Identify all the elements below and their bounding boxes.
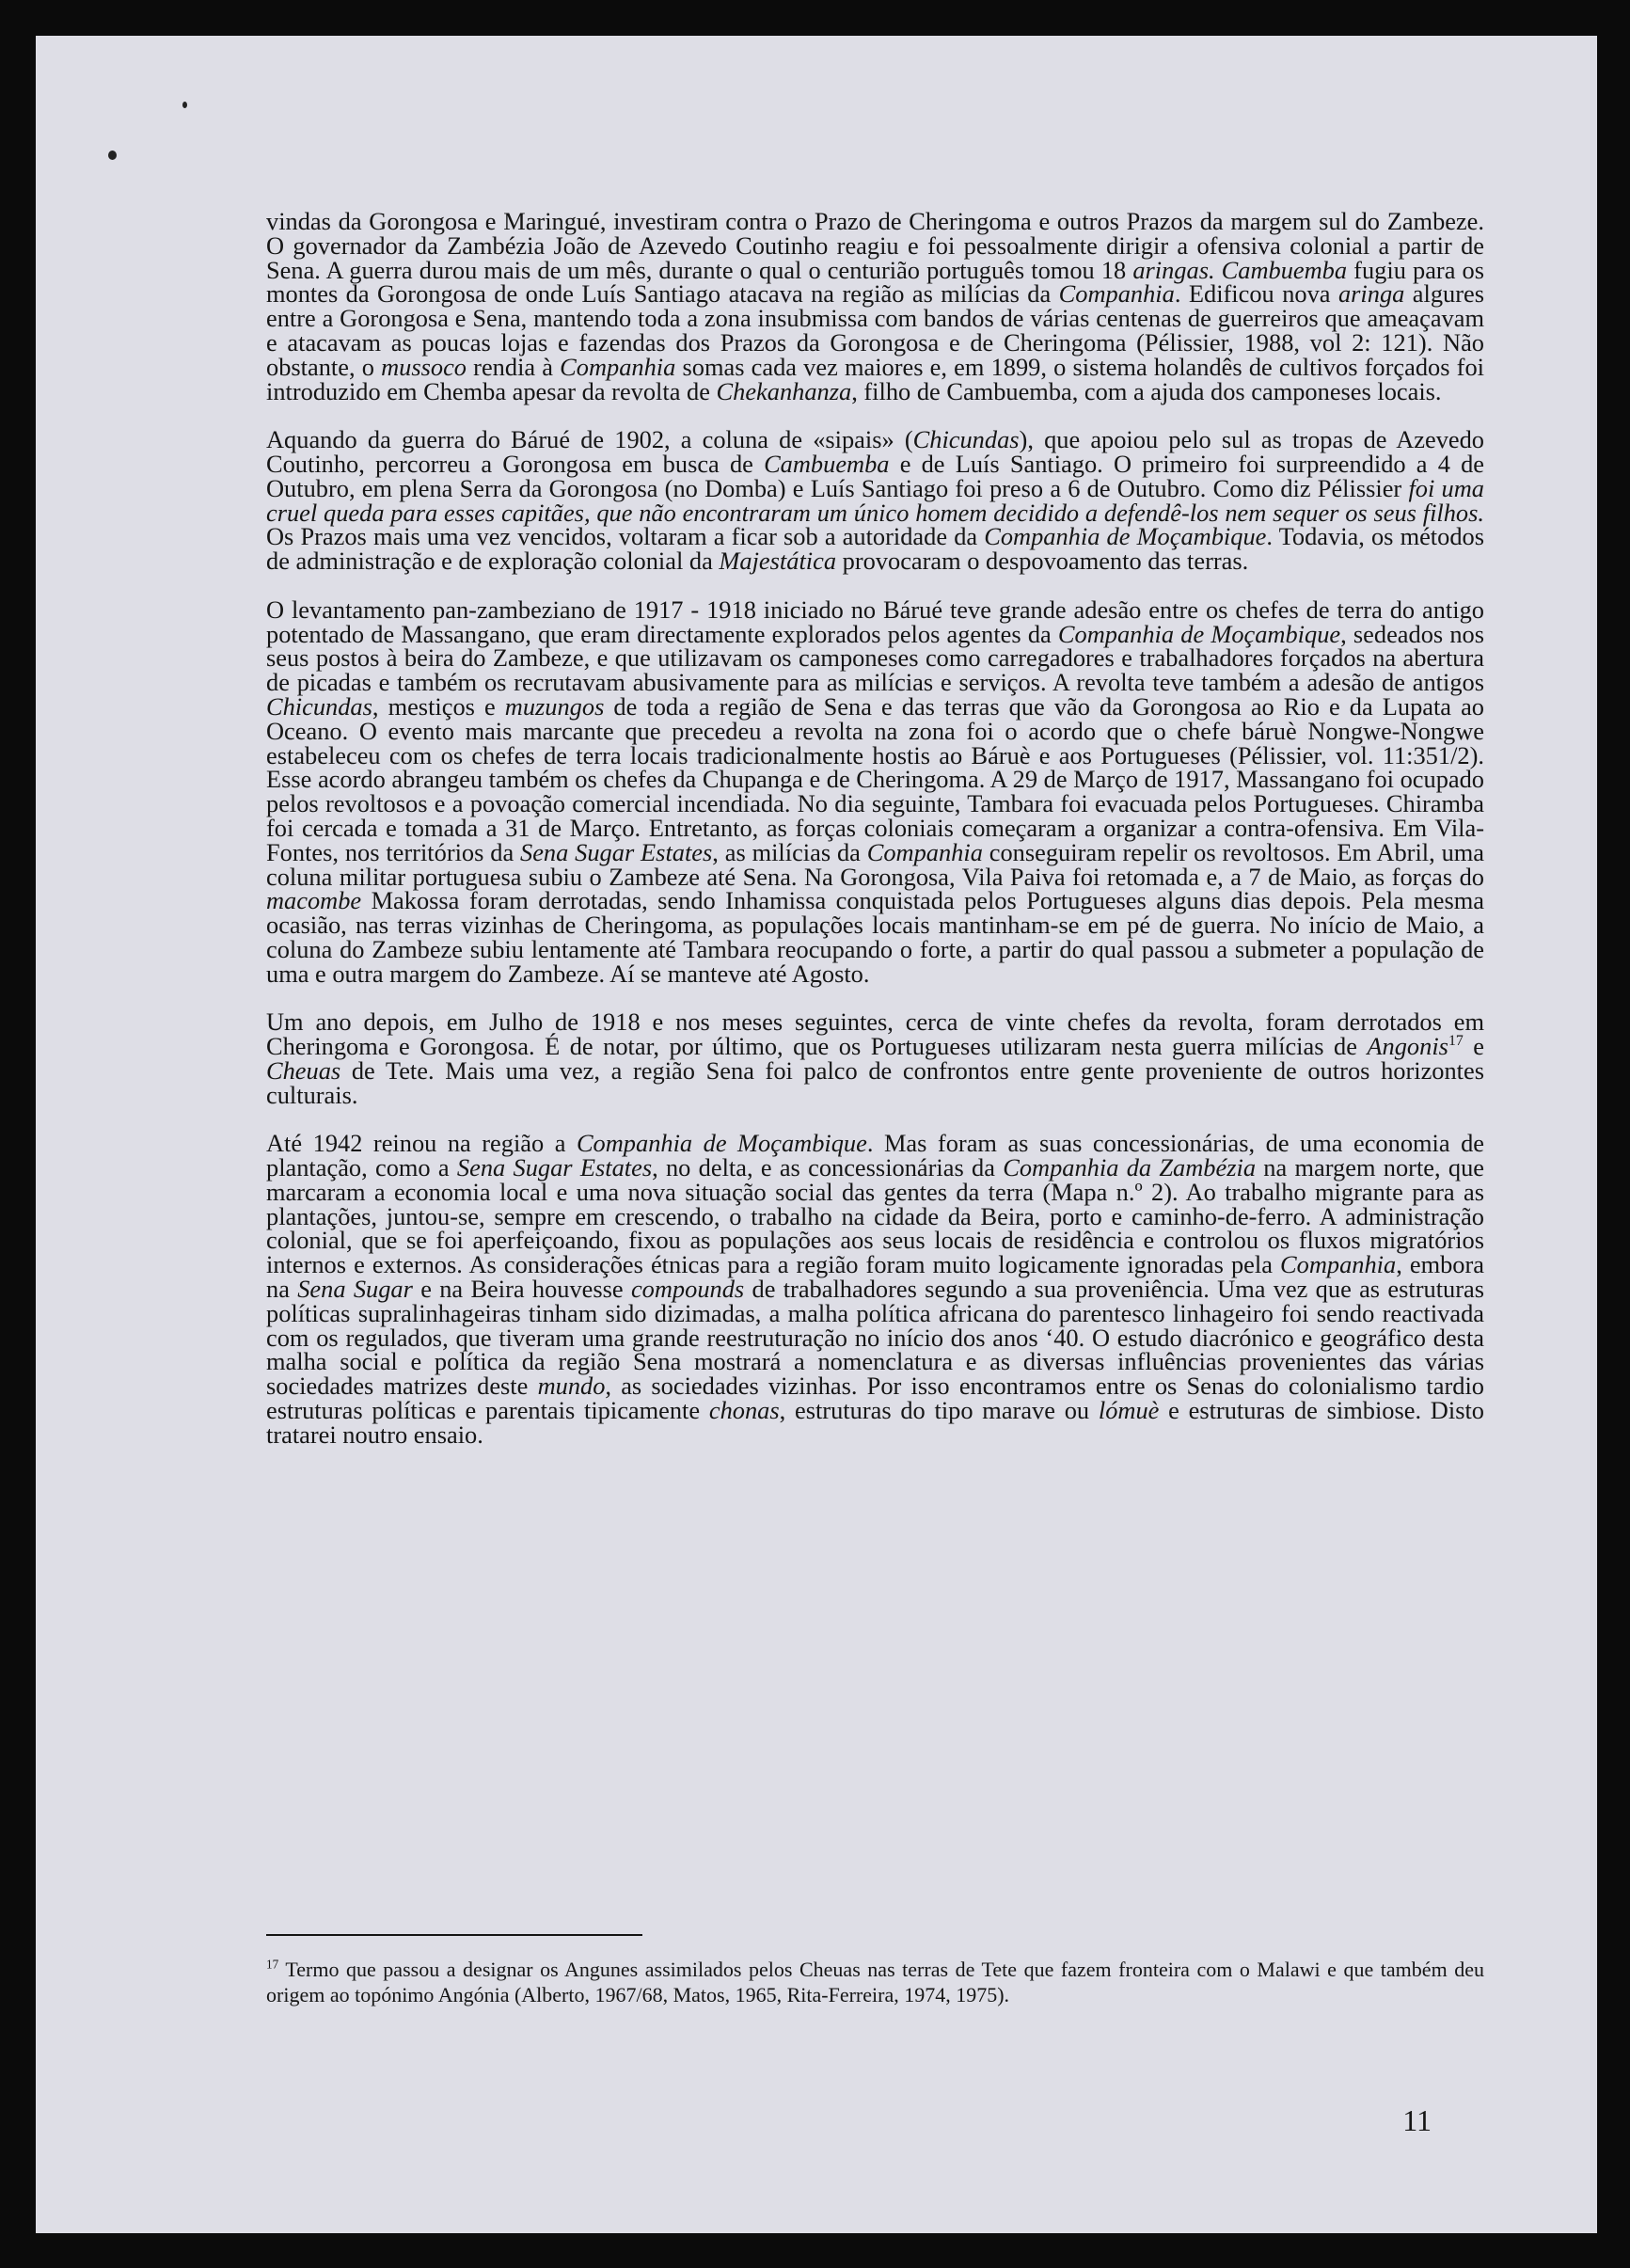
- italic-text-run: Companhia de Moçambique: [1057, 619, 1341, 648]
- italic-text-run: Cambuemba: [764, 449, 890, 478]
- text-run: Makossa foram derrotadas, sendo Inhamissa conquistada pelos Portugueses alguns dias depois. Pela mesma ocasião, nas terras vizinhas de Cheringoma, as populações locais mantinham-se em pé de guerra. No início de Maio, a coluna do Zambeze subiu lentamente até Tambara reocupando o forte, a partir do qual passou a submeter a população de uma e outra margem do Zambeze. Aí se manteve até Agosto.: [266, 886, 1484, 988]
- italic-text-run: aringas. Cambuemba: [1132, 255, 1348, 284]
- footnote-marker: 17: [266, 1957, 279, 1972]
- italic-text-run: Companhia: [866, 837, 983, 866]
- italic-text-run: mundo,: [537, 1372, 611, 1401]
- text-run: , mestiços e: [372, 691, 505, 721]
- italic-text-run: Sena Sugar Estates: [520, 837, 713, 866]
- text-run: Um ano depois, em Julho de 1918 e nos meses seguintes, cerca de vinte chefes da revolta, foram derrotados em Cheringoma e Gorongosa. É de notar, por último, que os Portugueses utilizaram nesta guerra milícias de: [266, 1007, 1484, 1061]
- italic-text-run: muzungos: [504, 691, 605, 721]
- text-run: algures entre a Gorongosa e Sena, mantendo toda a zona insubmissa com bandos de várias centenas de guerreiros que ameaçavam e atacavam as poucas lojas e fazendas dos Prazos da Gorongosa e de Cheringoma (Pélissier, 1988, vol 2: 121). Não obstante, o: [266, 279, 1485, 381]
- text-run: ), que apoiou pelo sul as tropas de Azevedo Coutinho, percorreu a Gorongosa em busca de: [266, 425, 1484, 478]
- italic-text-run: Companhia da Zambézia: [1003, 1153, 1257, 1182]
- text-run: fugiu para os montes da Gorongosa de onde Luís Santiago atacava na região as milícias da: [266, 255, 1484, 309]
- text-run: e estruturas de simbiose. Disto tratarei noutro ensaio.: [266, 1396, 1484, 1449]
- text-run: Aquando da guerra do Bárué de 1902, a coluna de «sipais» (: [266, 425, 913, 454]
- text-run: , embora na: [266, 1250, 1484, 1304]
- italic-text-run: Sena Sugar: [297, 1275, 413, 1304]
- text-run: provocaram o despovoamento das terras.: [836, 547, 1249, 576]
- scan-speck: [108, 151, 117, 160]
- italic-text-run: Chicundas: [912, 425, 1020, 454]
- text-run: na margem norte, que marcaram a economia local e uma nova situação social das gentes da terra (Mapa n.º 2). Ao trabalho migrante para as plantações, juntou-se, sempre em crescendo, o trabalho na cidade da Beira, porto e caminho-de-ferro. A administração colonial, que se foi aperfeiçoando, fixou as populações aos seus locais de residência e controlou os fluxos migratórios internos e externos. As considerações étnicas para a região foram muito logicamente ignoradas pela: [266, 1153, 1485, 1279]
- text-run: de trabalhadores segundo a sua proveniência. Uma vez que as estruturas políticas supralinhageiras tinham sido dizimadas, a malha política africana do parentesco linhageiro foi sendo reactivada com os regulados, que tiveram uma grande reestruturação no início dos anos ‘40. O estudo diacrónico e geográfico desta malha social e política da região Sena mostrará a nomenclatura e as diversas influências provenientes das várias sociedades matrizes deste: [266, 1275, 1484, 1401]
- text-run: Os Prazos mais uma vez vencidos, voltaram a ficar sob a autoridade da: [266, 522, 985, 551]
- text-run: de Tete. Mais uma vez, a região Sena foi palco de confrontos entre gente proveniente de outros horizontes culturais.: [266, 1055, 1484, 1109]
- text-run: , estruturas do tipo marave ou: [779, 1396, 1099, 1425]
- footnote-text: Termo que passou a designar os Angunes assimilados pelos Cheuas nas terras de Tete que fazem fronteira com o Malawi e que também deu origem ao topónimo Angónia (Alberto, 1967/68, Matos, 1965, Rita-Ferreira, 1974, 1975).: [266, 1958, 1484, 2006]
- document-page: [36, 36, 1597, 2233]
- italic-text-run: lómuè: [1098, 1396, 1160, 1425]
- text-run: e: [1463, 1032, 1484, 1061]
- text-run: de toda a região de Sena e das terras que vão da Gorongosa ao Rio e da Lupata ao Oceano. O evento mais marcante que precedeu a revolta na zona foi o acordo que o chefe báruè Nongwe-Nongwe estabeleceu com os chefes de terra locais tradicionalmente hostis ao Báruè e aos Portugueses (Pélissier, vol. 11:351/2). Esse acordo abrangeu também os chefes da Chupanga e de Cheringoma. A 29 de Março de 1917, Massangano foi ocupado pelos revoltosos e a povoação comercial incendiada. No dia seguinte, Tambara foi evacuada pelos Portugueses. Chiramba foi cercada e tomada a 31 de Março. Entretanto, as forças coloniais começaram a organizar a contra-ofensiva. Em Vila-Fontes, nos territórios da: [266, 691, 1484, 866]
- text-run: e de Luís Santiago. O primeiro foi surpreendido a 4 de Outubro, em plena Serra da Gorongosa (no Domba) e Luís Santiago foi preso a 6 de Outubro. Como diz Pélissier: [266, 449, 1484, 502]
- text-run: e na Beira houvesse: [412, 1275, 631, 1304]
- footnote-separator: [266, 1934, 642, 1936]
- text-run: O levantamento pan-zambeziano de 1917 - 1918 iniciado no Bárué teve grande adesão entre os chefes de terra do antigo potentado de Massangano, que eram directamente explorados pelos agentes da: [266, 595, 1484, 648]
- italic-text-run: Chekanhanza: [716, 376, 852, 405]
- text-run: somas cada vez maiores e, em 1899, o sistema holandês de cultivos forçados foi introduzido em Chemba apesar da revolta de: [266, 352, 1484, 405]
- body-text: [266, 207, 1485, 1471]
- scan-speck: [182, 102, 187, 108]
- italic-text-run: aringa: [1337, 279, 1405, 309]
- page-number: 11: [1402, 2103, 1432, 2137]
- body-paragraph: [266, 207, 1485, 405]
- italic-text-run: Companhia de Moçambique: [984, 522, 1267, 551]
- text-run: , filho de Cambuemba, com a ajuda dos camponeses locais.: [851, 376, 1442, 405]
- italic-text-run: foi uma cruel queda para esses capitães, que não encontraram um único homem decidido a defendê-los nem sequer os seus filhos.: [266, 473, 1484, 527]
- text-run: , no delta, e as concessionárias da: [652, 1153, 1004, 1182]
- text-run: Até 1942 reinou na região a: [266, 1129, 577, 1158]
- text-run: vindas da Gorongosa e Maringué, investiram contra o Prazo de Cheringoma e outros Prazos da margem sul do Zambeze. O governador da Zambézia João de Azevedo Coutinho reagiu e foi pessoalmente dirigir a ofensiva colonial a partir de Sena. A guerra durou mais de um mês, durante o qual o centurião português tomou 18: [266, 207, 1484, 284]
- body-paragraph: [266, 1007, 1484, 1109]
- italic-text-run: Majestática: [719, 547, 837, 576]
- footnote-reference: 17: [1448, 1033, 1464, 1050]
- body-paragraph: [266, 595, 1485, 988]
- italic-text-run: Companhia: [560, 352, 676, 381]
- italic-text-run: compounds: [630, 1275, 745, 1304]
- footnote-17: [266, 1957, 1484, 2007]
- body-paragraph: [266, 1129, 1485, 1449]
- text-run: . Mas foram as suas concessionárias, de uma economia de plantação, como a: [266, 1129, 1485, 1182]
- text-run: , sedeados nos seus postos à beira do Zambeze, e que utilizavam os camponeses como carregadores e trabalhadores forçados na abertura de picadas e também os recrutavam abusivamente para as milícias e serviços. A revolta teve também a adesão de antigos: [266, 619, 1484, 697]
- italic-text-run: Companhia: [1280, 1250, 1397, 1279]
- italic-text-run: Chicundas: [266, 691, 372, 721]
- italic-text-run: Cheuas: [266, 1055, 341, 1085]
- text-run: conseguiram repelir os revoltosos. Em Abril, uma coluna militar portuguesa subiu o Zambeze até Sena. Na Gorongosa, Vila Paiva foi retomada e, a 7 de Maio, as forças do: [266, 837, 1485, 891]
- text-run: , as milícias da: [712, 837, 867, 866]
- text-run: . Todavia, os métodos de administração e de exploração colonial da: [266, 522, 1484, 576]
- italic-text-run: Companhia de Moçambique: [576, 1129, 867, 1158]
- italic-text-run: Companhia: [1058, 279, 1175, 309]
- italic-text-run: macombe: [266, 886, 362, 915]
- italic-text-run: chonas: [708, 1396, 780, 1425]
- text-run: rendia à: [467, 352, 561, 381]
- body-paragraph: [266, 425, 1484, 576]
- italic-text-run: Angonis: [1367, 1032, 1448, 1061]
- italic-text-run: Sena Sugar Estates: [456, 1153, 653, 1182]
- text-run: . Edificou nova: [1174, 279, 1338, 309]
- italic-text-run: mussoco: [381, 352, 467, 381]
- text-run: as sociedades vizinhas. Por isso encontramos entre os Senas do colonialismo tardio estruturas políticas e parentais tipicamente: [266, 1372, 1484, 1425]
